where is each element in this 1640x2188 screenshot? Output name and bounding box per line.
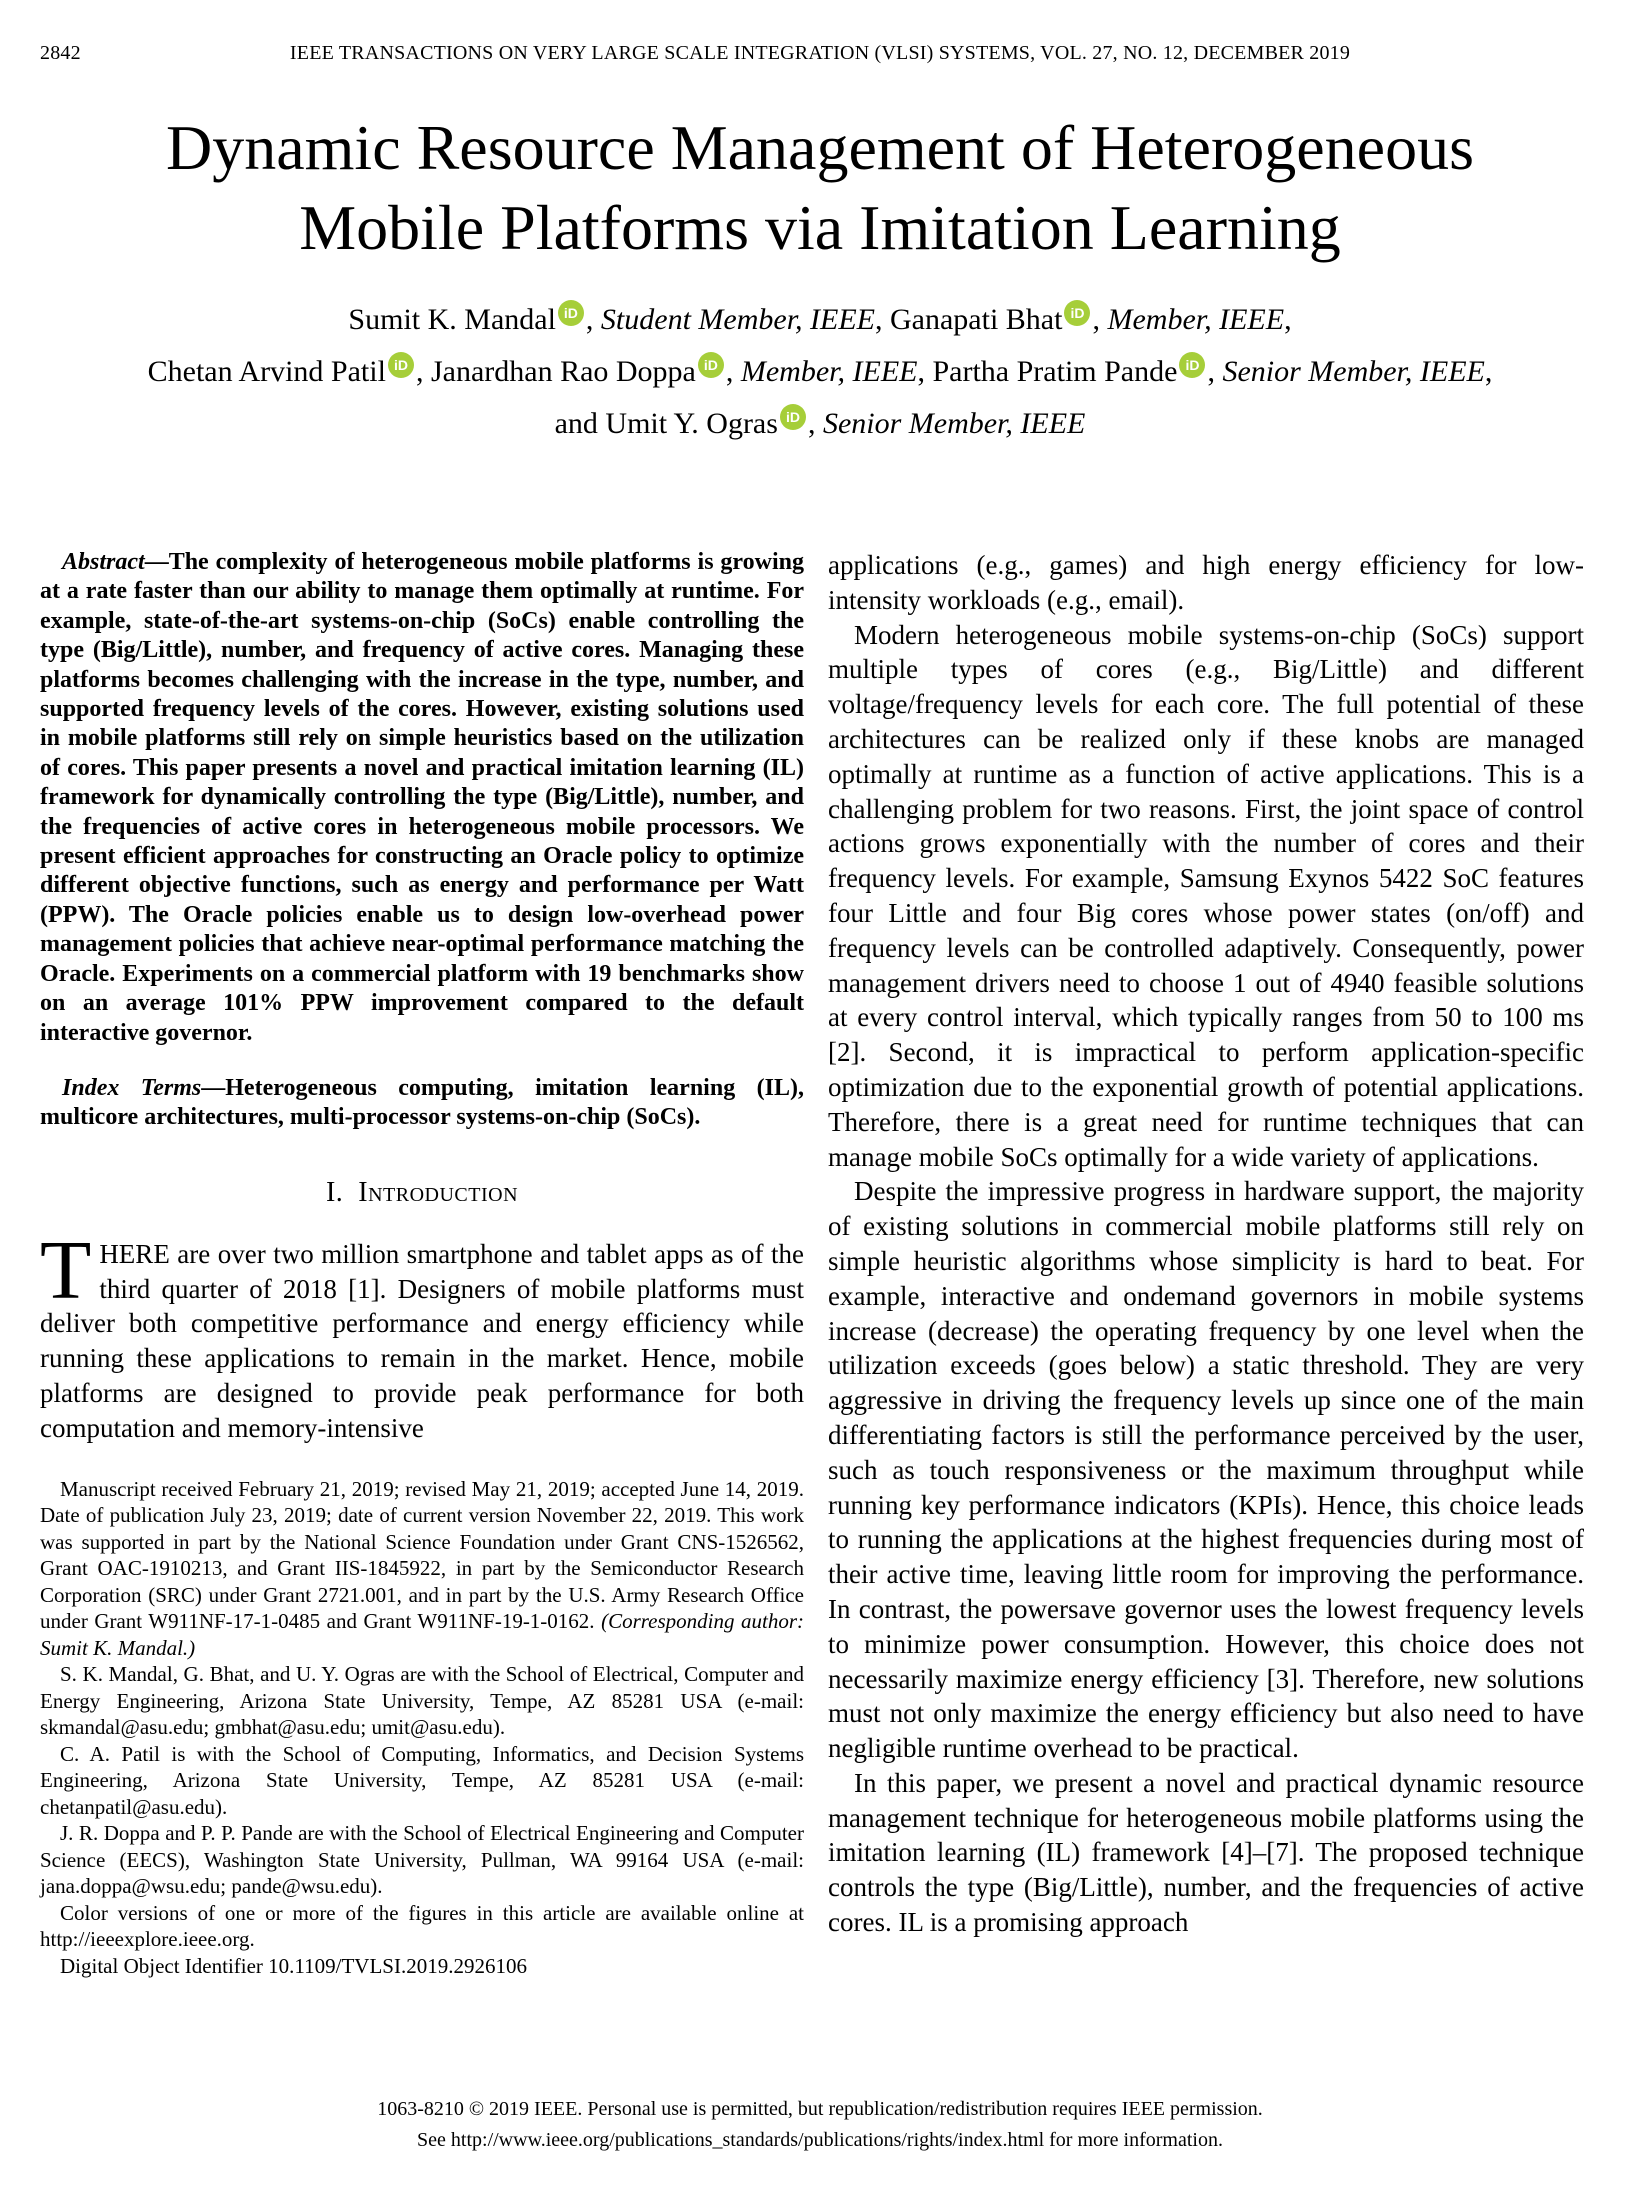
journal-title: IEEE TRANSACTIONS ON VERY LARGE SCALE INTEGRATION (VLSI) SYSTEMS, VOL. 27, NO. 12, DECEMBER 2019	[289, 42, 1351, 64]
index-terms	[40, 1074, 804, 1133]
footnote-affiliation-2: C. A. Patil is with the School of Computing, Informatics, and Decision Systems Engineering, Arizona State University, Tempe, AZ 85281 USA (e-mail: chetanpatil@asu.edu).	[40, 1741, 804, 1819]
body-paragraph-2: Modern heterogeneous mobile systems-on-chip (SoCs) support multiple types of cores (e.g., Big/Little) and different voltage/frequency levels for each core. The full potential of these architectures can be realized only if these knobs are managed optimally at runtime as a function of active applications. This is a challenging problem for two reasons. First, the joint space of control actions grows exponentially with the number of cores and their frequency levels. For example, Samsung Exynos 5422 SoC features four Little and four Big cores whose power states (on/off) and frequency levels can be controlled adaptively. Consequently, power management drivers need to choose 1 out of 4940 feasible solutions at every control interval, which typically ranges from 50 to 100 ms [2]. Second, it is impractical to perform application-specific optimization due to the exponential growth of potential applications. Therefore, there is a great need for runtime techniques that can manage mobile SoCs optimally for a wide variety of applications.	[828, 619, 1584, 1172]
copyright-line2: See http://www.ieee.org/publications_standards/publications/rights/index.html for more information.	[417, 2129, 1223, 2151]
text-segment: Member, IEEE	[740, 355, 918, 388]
text-segment: , Partha Pratim Pande	[917, 355, 1178, 388]
text-segment: , Ganapati Bhat	[875, 303, 1063, 336]
left-column	[40, 548, 804, 1979]
authors-line3	[40, 398, 1600, 450]
introduction-first-paragraph	[40, 1223, 804, 1446]
dropcap-letter: T	[40, 1223, 92, 1317]
text-segment: ,	[807, 407, 823, 440]
text-segment: ,	[585, 303, 601, 336]
text-segment: Chetan Arvind Patil	[147, 355, 386, 388]
introduction-first-paragraph-text: HERE are over two million smartphone and tablet apps as of the third quarter of 2018 [1]. Designers of mobile platforms must deliver both competitive performance and energy efficiency while running these applications to remain in the market. Hence, mobile platforms are designed to provide peak performance for both computation and memory-intensive	[40, 1238, 804, 1443]
abstract-text: —The complexity of heterogeneous mobile platforms is growing at a rate faster than our ability to manage them optimally at runtime. For example, state-of-the-art systems-on-chip (SoCs) enable controlling the type (Big/Little), number, and frequency of active cores. Managing these platforms becomes challenging with the increase in the type, number, and supported frequency levels of the cores. However, existing solutions used in mobile platforms still rely on simple heuristics based on the utilization of cores. This paper presents a novel and practical imitation learning (IL) framework for dynamically controlling the type (Big/Little), number, and the frequencies of active cores in heterogeneous mobile processors. We present efficient approaches for constructing an Oracle policy to optimize different objective functions, such as energy and performance per Watt (PPW). The Oracle policies enable us to design low-overhead power management policies that achieve near-optimal performance matching the Oracle. Experiments on a commercial platform with 19 benchmarks show on an average 101% PPW improvement compared to the default interactive governor.	[40, 549, 804, 1046]
authors-block	[40, 294, 1600, 450]
abstract-label: Abstract	[62, 549, 145, 575]
paper-title	[60, 108, 1580, 268]
orcid-icon: iD	[1179, 352, 1205, 378]
orcid-icon: iD	[780, 404, 806, 430]
index-terms-label: Index Terms	[62, 1074, 202, 1101]
copyright-strip	[0, 2094, 1640, 2156]
text-segment: Member, IEEE	[1107, 303, 1285, 336]
footnote-affiliation-3: J. R. Doppa and P. P. Pande are with the School of Electrical Engineering and Computer Science (EECS), Washington State University, Pullman, WA 99164 USA (e-mail: jana.doppa@wsu.edu; pande@wsu.edu).	[40, 1821, 804, 1898]
section-heading-introduction: I. Introduction	[325, 1176, 519, 1208]
text-segment: Senior Member, IEEE	[822, 407, 1086, 440]
text-segment: ,	[1284, 303, 1292, 336]
footnote-color-versions: Color versions of one or more of the figures in this article are available online at http://ieeexplore.ieee.org.	[40, 1900, 804, 1951]
body-paragraph-continuation: applications (e.g., games) and high energy efficiency for low-intensity workloads (e.g., email).	[828, 550, 1584, 615]
orcid-icon: iD	[698, 352, 724, 378]
text-segment: Student Member, IEEE	[600, 303, 876, 336]
running-header	[40, 42, 1600, 65]
footnote-doi: Digital Object Identifier 10.1109/TVLSI.2019.2926106	[60, 1953, 527, 1978]
copyright-line1: 1063-8210 © 2019 IEEE. Personal use is permitted, but republication/redistribution requires IEEE permission.	[377, 2098, 1263, 2120]
body-paragraph-3: Despite the impressive progress in hardware support, the majority of existing solutions in commercial mobile platforms still rely on simple heuristic algorithms whose simplicity is hard to beat. For example, interactive and ondemand governors in mobile systems increase (decrease) the operating frequency by one level when the utilization exceeds (goes below) a static threshold. They are very aggressive in driving the frequency levels up since one of the main differentiating factors is still the performance perceived by the user, such as touch responsiveness or the maximum throughput while running key performance indicators (KPIs). Hence, this choice leads to running the applications at the highest frequencies during most of their active time, leaving little room for improving the performance. In contrast, the powersave governor uses the lowest frequency levels to minimize power consumption. However, this choice does not necessarily maximize energy efficiency [3]. Therefore, new solutions must not only maximize the energy efficiency but also need to have negligible runtime overhead to be practical.	[828, 1176, 1584, 1764]
orcid-icon: iD	[1064, 300, 1090, 326]
text-segment: , Janardhan Rao Doppa	[415, 355, 696, 388]
first-page-footnote	[40, 1476, 804, 1980]
text-segment: Sumit K. Mandal	[348, 303, 556, 336]
text-segment: and Umit Y. Ogras	[554, 407, 778, 440]
text-segment: Senior Member, IEEE	[1222, 355, 1485, 388]
text-segment: ,	[1092, 303, 1108, 336]
right-column	[828, 548, 1584, 1940]
authors-line2	[40, 346, 1600, 398]
text-segment: Manuscript received February 21, 2019; revised May 21, 2019; accepted June 14, 2019. Date of publication July 23, 2019; date of current version November 22, 2019. This work was supported in part by the National Science Foundation under Grant CNS-1526562, Grant OAC-1910213, and Grant IIS-1845922, in part by the Semiconductor Research Corporation (SRC) under Grant 2721.001, and in part by the U.S. Army Research Office under Grant W911NF-17-1-0485 and Grant W911NF-19-1-0162.	[40, 1476, 804, 1633]
orcid-icon: iD	[558, 300, 584, 326]
text-segment: ,	[725, 355, 741, 388]
body-paragraph-4: In this paper, we present a novel and practical dynamic resource management technique for heterogeneous mobile platforms using the imitation learning (IL) framework [4]–[7]. The proposed technique controls the type (Big/Little), number, and the frequencies of active cores. IL is a promising approach	[828, 1767, 1584, 1938]
abstract	[40, 548, 804, 1048]
page-number: 2842	[40, 42, 81, 64]
text-segment: ,	[1207, 355, 1223, 388]
orcid-icon: iD	[388, 352, 414, 378]
text-segment: (Corresponding author: Sumit K. Mandal.)	[40, 1609, 804, 1660]
paper-title-line1: Dynamic Resource Management of Heterogeneous	[166, 112, 1474, 183]
paper-title-line2: Mobile Platforms via Imitation Learning	[299, 192, 1341, 263]
text-segment: ,	[1484, 355, 1493, 388]
footnote-manuscript	[40, 1476, 804, 1662]
authors-line1	[40, 294, 1600, 346]
footnote-affiliation-1: S. K. Mandal, G. Bhat, and U. Y. Ogras are with the School of Electrical, Computer and Energy Engineering, Arizona State University, Tempe, AZ 85281 USA (e-mail: skmandal@asu.edu; gmbhat@asu.edu; umit@asu.edu).	[40, 1662, 804, 1739]
index-terms-text: —Heterogeneous computing, imitation learning (IL), multicore architectures, multi-processor systems-on-chip (SoCs).	[40, 1074, 804, 1131]
